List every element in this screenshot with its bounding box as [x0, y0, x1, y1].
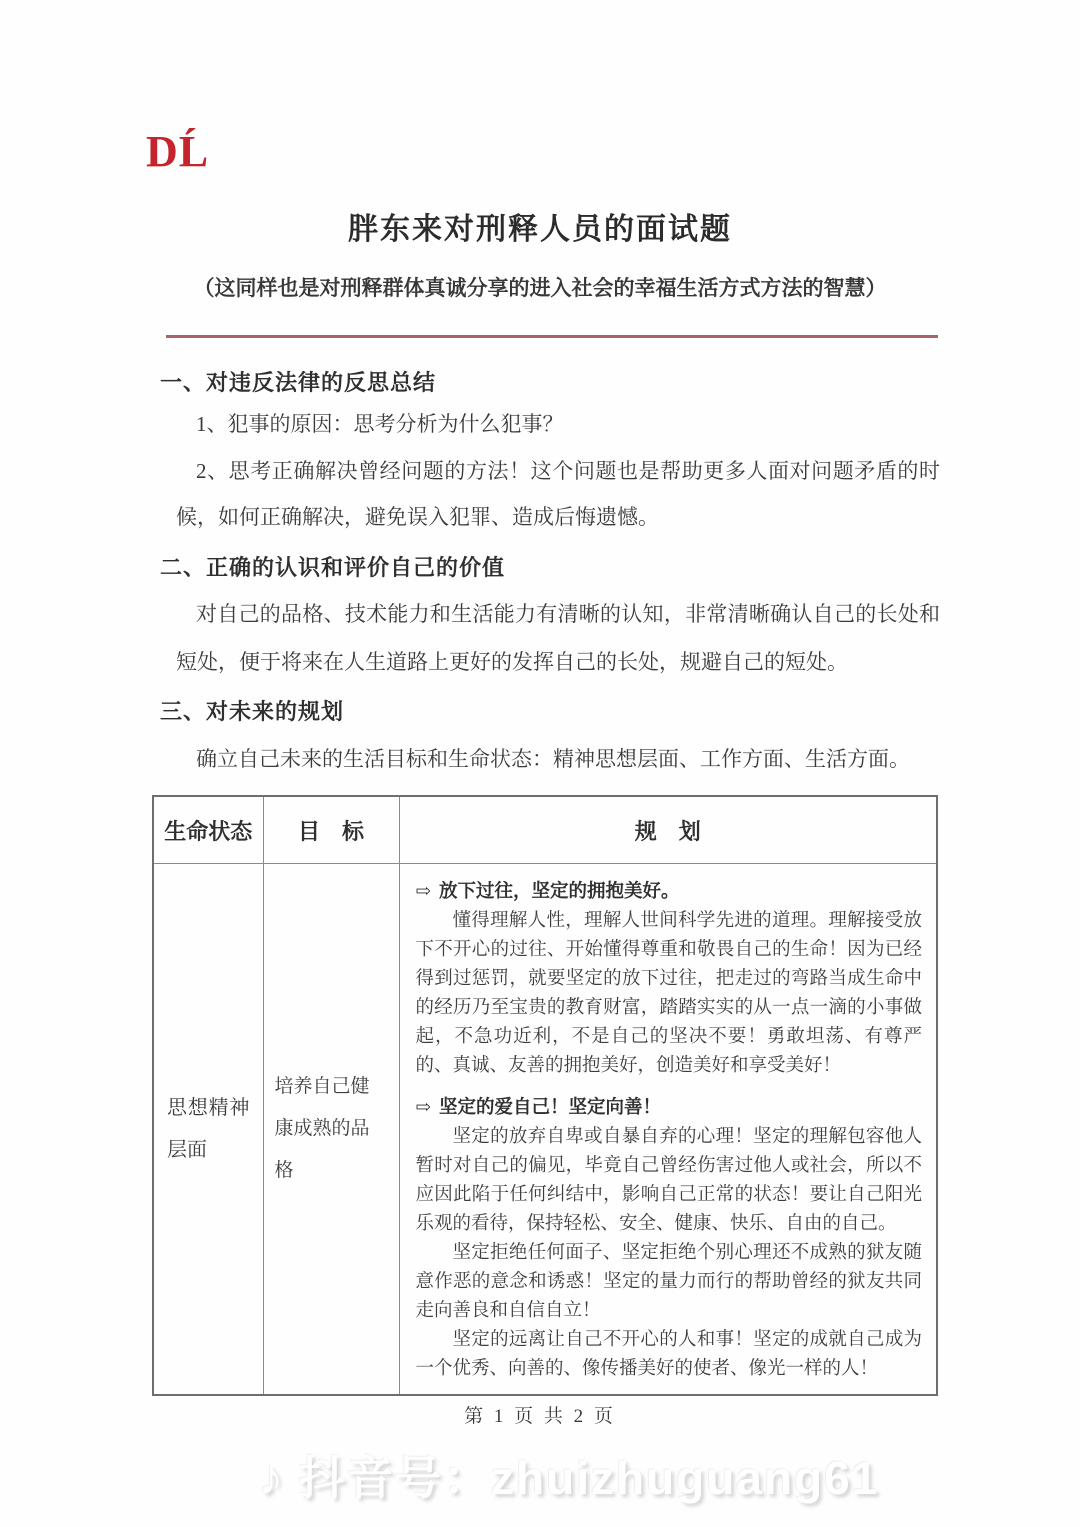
section-2-heading: 二、正确的认识和评价自己的价值 — [160, 555, 506, 580]
plan-paragraph-3: 坚定拒绝任何面子、坚定拒绝个别心理还不成熟的狱友随意作恶的意念和诱惑！坚定的量力而行的帮助曾经的狱友共同走向善良和自信自立！ — [415, 1243, 922, 1321]
plan-bullet-1 — [416, 878, 923, 907]
table-row — [153, 864, 937, 1396]
section-2-body: 对自己的品格、技术能力和生活能力有清晰的认知，非常清晰确认自己的长处和短处，便于将来在人生道路上更好的发挥自己的长处，规避自己的短处。 — [176, 602, 940, 674]
watermark-text: 抖音号：zhuizhuguang61 — [299, 1452, 880, 1504]
goal-text: 培养自己健康成熟的品格 — [274, 1076, 370, 1181]
goal-cell — [263, 864, 399, 1396]
document-subtitle: （这同样也是对刑释群体真诚分享的进入社会的幸福生活方式方法的智慧） — [193, 276, 887, 300]
column-header-plan: 规 划 — [399, 796, 937, 864]
section-3-body: 确立自己未来的生活目标和生命状态：精神思想层面、工作方面、生活方面。 — [196, 747, 910, 771]
plan-paragraph-1: 懂得理解人性，理解人世间科学先进的道理。理解接受放下不开心的过往、开始懂得尊重和敬畏自己的生命！因为已经得到过惩罚，就要坚定的放下过往，把走过的弯路当成生命中的经历乃至宝贵的教育财富，踏踏实实的从一点一滴的小事做起，不急功近利，不是自己的坚决不要！勇敢坦荡、有尊严的、真诚、友善的拥抱美好，创造美好和享受美好！ — [415, 911, 922, 1076]
watermark — [258, 1442, 879, 1508]
brand-logo: DĹ — [146, 127, 210, 176]
section-1-item-2: 2、思考正确解决曾经问题的方法！这个问题也是帮助更多人面对问题矛盾的时候，如何正确解决，避免误入犯罪、造成后悔遗憾。 — [176, 459, 940, 529]
life-state-cell — [153, 864, 263, 1396]
document-title: 胖东来对刑释人员的面试题 — [348, 213, 732, 246]
plan-paragraph-4: 坚定的远离让自己不开心的人和事！坚定的成就自己成为一个优秀、向善的、像传播美好的使者、像光一样的人！ — [415, 1330, 922, 1379]
plan-cell — [399, 864, 937, 1396]
plan-paragraph-2: 坚定的放弃自卑或自暴自弃的心理！坚定的理解包容他人暂时对自己的偏见，毕竟自己曾经伤害过他人或社会，所以不应因此陷于任何纠结中，影响自己正常的状态！要让自己阳光乐观的看待，保持轻松、安全、健康、快乐、自由的自己。 — [415, 1127, 922, 1234]
life-plan-table — [152, 795, 938, 1396]
plan-bullet-1-text: 放下过往，坚定的拥抱美好。 — [439, 882, 680, 902]
table-header-row — [153, 796, 937, 864]
arrow-bullet-icon: ⇨ — [415, 882, 432, 902]
plan-bullet-2 — [416, 1094, 923, 1123]
section-1-item-1: 1、犯事的原因：思考分析为什么犯事？ — [196, 412, 564, 436]
section-3-heading: 三、对未来的规划 — [160, 699, 345, 724]
section-1-heading: 一、对违反法律的反思总结 — [160, 370, 437, 395]
page-number-footer: 第 1 页 共 2 页 — [464, 1406, 616, 1427]
column-header-life-state: 生命状态 — [153, 796, 263, 864]
plan-bullet-2-text: 坚定的爱自己！坚定向善！ — [439, 1098, 662, 1118]
arrow-bullet-icon: ⇨ — [415, 1098, 432, 1118]
douyin-note-icon: ♪ — [258, 1449, 285, 1505]
title-divider-line — [166, 335, 938, 338]
column-header-goal: 目 标 — [263, 796, 399, 864]
life-state-text: 思想精神层面 — [167, 1097, 250, 1161]
